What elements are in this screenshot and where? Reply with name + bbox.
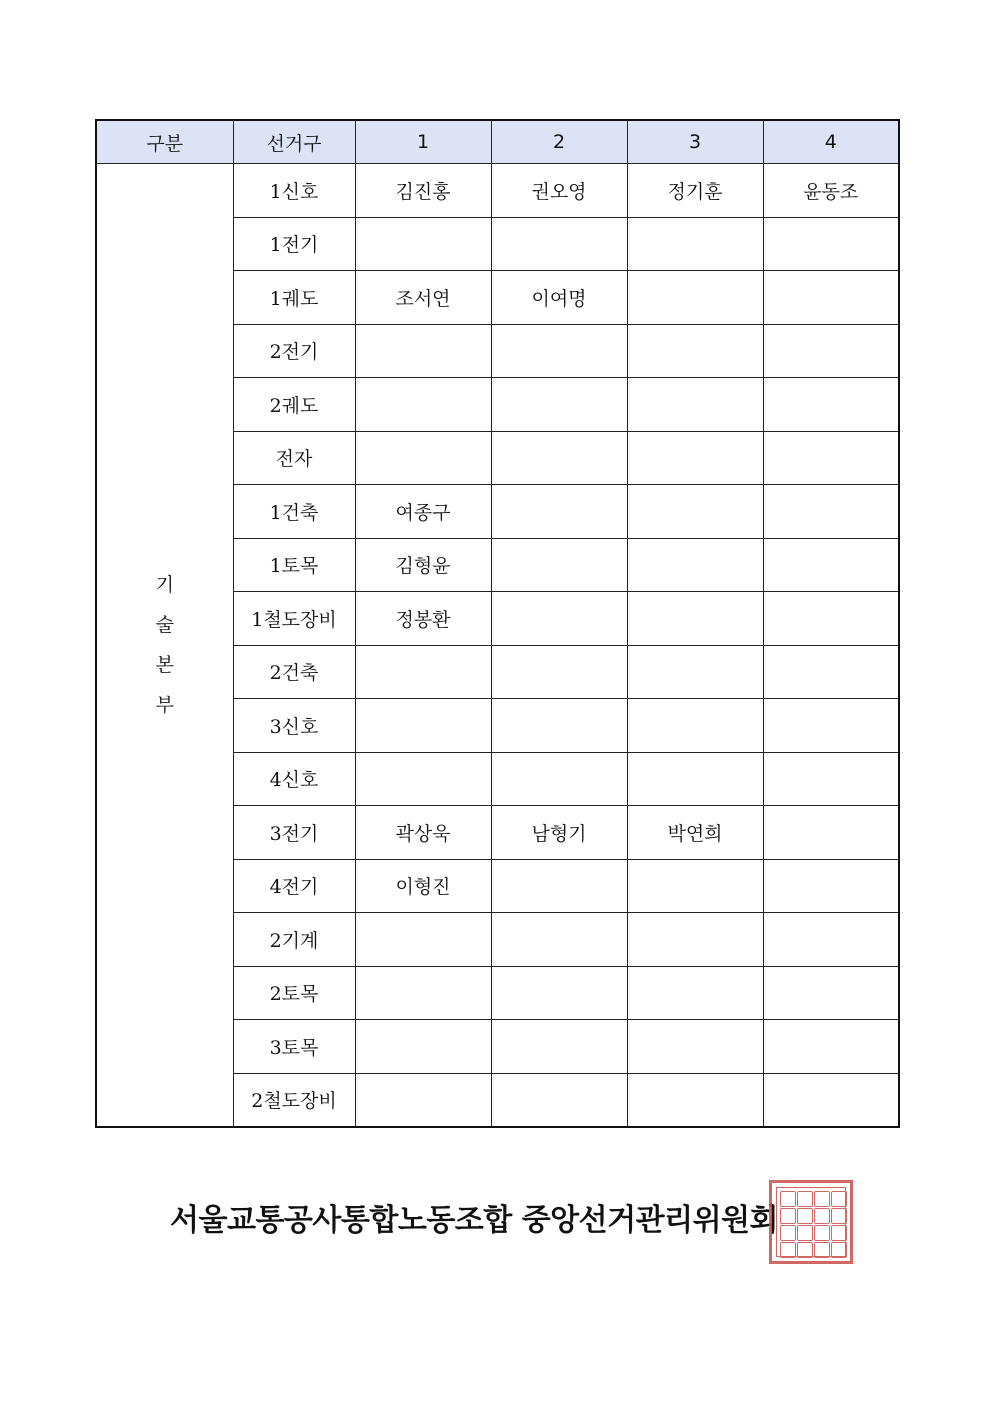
- candidate-cell: [763, 538, 899, 592]
- candidate-cell: [763, 1073, 899, 1127]
- seal-glyph: [831, 1208, 847, 1224]
- district-cell: 1토목: [233, 538, 355, 592]
- candidate-cell: [491, 538, 627, 592]
- candidate-cell: [627, 913, 763, 967]
- seal-glyph: [780, 1225, 796, 1241]
- candidate-cell: [491, 1073, 627, 1127]
- candidate-cell: [627, 859, 763, 913]
- district-cell: 3토목: [233, 1020, 355, 1074]
- candidate-cell: 정기훈: [627, 164, 763, 218]
- candidate-cell: [491, 378, 627, 432]
- candidate-table: [95, 119, 900, 1128]
- candidate-cell: 조서연: [355, 271, 491, 325]
- header-candidate-2: 2: [491, 120, 627, 164]
- table-header-row: [96, 120, 899, 164]
- section-label-char: 기: [155, 574, 174, 596]
- candidate-cell: [491, 217, 627, 271]
- district-cell: 2토목: [233, 966, 355, 1020]
- district-cell: 2궤도: [233, 378, 355, 432]
- candidate-cell: [763, 431, 899, 485]
- candidate-cell: 권오영: [491, 164, 627, 218]
- candidate-cell: [627, 378, 763, 432]
- candidate-cell: 정봉환: [355, 592, 491, 646]
- candidate-cell: [627, 271, 763, 325]
- district-cell: 2건축: [233, 645, 355, 699]
- candidate-cell: [491, 966, 627, 1020]
- candidate-cell: [491, 859, 627, 913]
- candidate-cell: [491, 645, 627, 699]
- candidate-cell: [763, 966, 899, 1020]
- seal-glyph: [814, 1208, 830, 1224]
- candidate-cell: 이여명: [491, 271, 627, 325]
- candidate-cell: [627, 645, 763, 699]
- seal-glyph: [831, 1242, 847, 1258]
- candidate-cell: 곽상욱: [355, 806, 491, 860]
- candidate-cell: 남형기: [491, 806, 627, 860]
- seal-glyph: [797, 1242, 813, 1258]
- header-candidate-4: 4: [763, 120, 899, 164]
- candidate-cell: [763, 271, 899, 325]
- candidate-cell: [627, 699, 763, 753]
- district-cell: 4신호: [233, 752, 355, 806]
- candidate-cell: [491, 324, 627, 378]
- candidate-cell: 이형진: [355, 859, 491, 913]
- candidate-cell: [763, 752, 899, 806]
- candidate-cell: [627, 1073, 763, 1127]
- candidate-cell: [355, 217, 491, 271]
- district-cell: 전자: [233, 431, 355, 485]
- candidate-cell: [627, 752, 763, 806]
- header-category: 구분: [96, 120, 233, 164]
- candidate-cell: [491, 592, 627, 646]
- candidate-cell: [763, 592, 899, 646]
- candidate-cell: [763, 217, 899, 271]
- candidate-cell: [491, 752, 627, 806]
- candidate-cell: [627, 966, 763, 1020]
- header-candidate-3: 3: [627, 120, 763, 164]
- section-label: [96, 164, 233, 1128]
- district-cell: 1전기: [233, 217, 355, 271]
- district-cell: 1궤도: [233, 271, 355, 325]
- candidate-table-container: [95, 119, 898, 1128]
- seal-glyph: [797, 1208, 813, 1224]
- seal-glyph: [780, 1191, 796, 1207]
- candidate-cell: [355, 431, 491, 485]
- candidate-cell: [627, 592, 763, 646]
- candidate-cell: [491, 431, 627, 485]
- seal-glyph: [780, 1242, 796, 1258]
- district-cell: 2전기: [233, 324, 355, 378]
- district-cell: 3신호: [233, 699, 355, 753]
- candidate-cell: 여종구: [355, 485, 491, 539]
- candidate-cell: [355, 378, 491, 432]
- candidate-cell: [763, 645, 899, 699]
- seal-glyph: [831, 1191, 847, 1207]
- candidate-cell: [355, 645, 491, 699]
- header-district: 선거구: [233, 120, 355, 164]
- candidate-cell: [763, 378, 899, 432]
- section-label-char: 부: [155, 694, 174, 716]
- candidate-cell: [627, 485, 763, 539]
- candidate-cell: [491, 485, 627, 539]
- candidate-cell: [355, 966, 491, 1020]
- candidate-cell: [627, 538, 763, 592]
- candidate-cell: [763, 806, 899, 860]
- candidate-cell: 김형윤: [355, 538, 491, 592]
- candidate-cell: [491, 1020, 627, 1074]
- district-cell: 2기계: [233, 913, 355, 967]
- candidate-cell: [763, 485, 899, 539]
- candidate-cell: [355, 1020, 491, 1074]
- header-candidate-1: 1: [355, 120, 491, 164]
- seal-glyph: [797, 1191, 813, 1207]
- candidate-cell: [627, 217, 763, 271]
- candidate-cell: [627, 324, 763, 378]
- seal-glyph: [780, 1208, 796, 1224]
- candidate-cell: [763, 699, 899, 753]
- seal-glyph: [814, 1191, 830, 1207]
- candidate-cell: 윤동조: [763, 164, 899, 218]
- candidate-cell: 박연희: [627, 806, 763, 860]
- district-cell: 1신호: [233, 164, 355, 218]
- candidate-cell: [763, 324, 899, 378]
- seal-glyph: [814, 1225, 830, 1241]
- candidate-cell: [491, 699, 627, 753]
- organization-name: 서울교통공사통합노동조합 중앙선거관리위원회: [170, 1203, 779, 1238]
- candidate-cell: [491, 913, 627, 967]
- candidate-cell: [763, 913, 899, 967]
- district-cell: 4전기: [233, 859, 355, 913]
- district-cell: 2철도장비: [233, 1073, 355, 1127]
- candidate-cell: [355, 324, 491, 378]
- candidate-cell: [627, 1020, 763, 1074]
- candidate-cell: 김진홍: [355, 164, 491, 218]
- seal-glyph: [831, 1225, 847, 1241]
- candidate-cell: [355, 1073, 491, 1127]
- candidate-cell: [355, 699, 491, 753]
- candidate-cell: [763, 1020, 899, 1074]
- district-cell: 1철도장비: [233, 592, 355, 646]
- candidate-cell: [627, 431, 763, 485]
- seal-glyph: [797, 1225, 813, 1241]
- section-label-char: 본: [155, 654, 174, 676]
- district-cell: 1건축: [233, 485, 355, 539]
- candidate-cell: [355, 752, 491, 806]
- table-row: [96, 164, 899, 218]
- district-cell: 3전기: [233, 806, 355, 860]
- candidate-cell: [763, 859, 899, 913]
- official-seal-stamp: [769, 1180, 853, 1264]
- seal-glyph: [814, 1242, 830, 1258]
- section-label-char: 술: [155, 614, 174, 636]
- candidate-cell: [355, 913, 491, 967]
